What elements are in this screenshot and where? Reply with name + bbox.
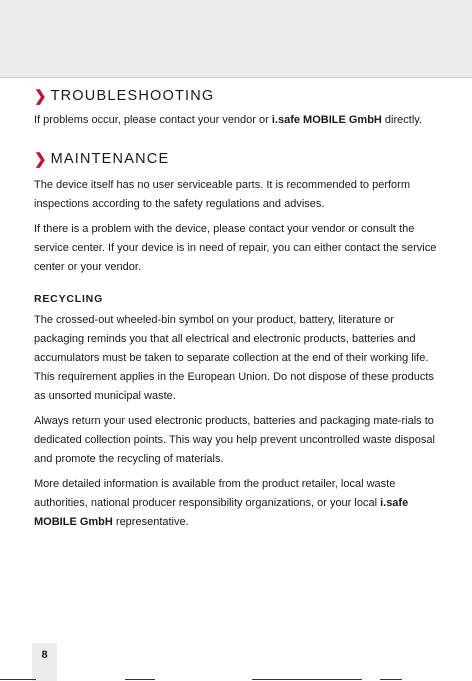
recycling-paragraph-1: The crossed-out wheeled-bin symbol on your product, battery, literature or packaging reminds you that all electrical and electronic products, batteries and accumulators must be taken to separate collection at the end of their working life. This requirement applies in the European Union. Do not dispose of these products as unsorted municipal waste. xyxy=(34,314,434,402)
heading-text: TROUBLESHOOTING xyxy=(50,88,215,104)
text-span: representative. xyxy=(112,516,189,528)
recycling-paragraph-2: Always return your used electronic products, batteries and packaging mate-rials to dedicated collection points. This way you help prevent uncontrolled waste disposal and promote the recycling of materials. xyxy=(34,415,435,465)
page-number: 8 xyxy=(32,643,57,681)
recycling-heading: RECYCLING xyxy=(34,293,104,305)
bottom-rule xyxy=(380,679,402,680)
chevron-right-icon: ❯ xyxy=(34,151,47,168)
maintenance-paragraph-1: The device itself has no user serviceable parts. It is recommended to perform inspections according to the safety regulations and advises. xyxy=(34,179,411,210)
troubleshooting-heading xyxy=(34,86,438,106)
bottom-rule xyxy=(125,679,155,680)
bottom-rule xyxy=(252,679,362,680)
heading-text: MAINTENANCE xyxy=(50,151,170,167)
company-name: i.safe MOBILE GmbH xyxy=(271,114,382,126)
company-name: i.safe MOBILE GmbH xyxy=(34,497,409,528)
bottom-rule xyxy=(0,679,36,680)
maintenance-heading xyxy=(34,149,438,169)
text-span: More detailed information is available from the product retailer, local waste authorities, national producer responsibility organizations, or your local xyxy=(34,478,396,509)
chevron-right-icon: ❯ xyxy=(34,88,47,105)
recycling-paragraph-3 xyxy=(34,475,438,532)
text-span: If problems occur, please contact your vendor or xyxy=(34,114,272,126)
header-band xyxy=(0,0,472,78)
troubleshooting-text xyxy=(34,111,438,130)
document-body xyxy=(34,86,438,532)
maintenance-paragraph-2: If there is a problem with the device, please contact your vendor or consult the service center. If your device is in need of repair, you can either contact the service center or your vendor. xyxy=(34,223,437,273)
text-span: directly. xyxy=(381,114,423,126)
